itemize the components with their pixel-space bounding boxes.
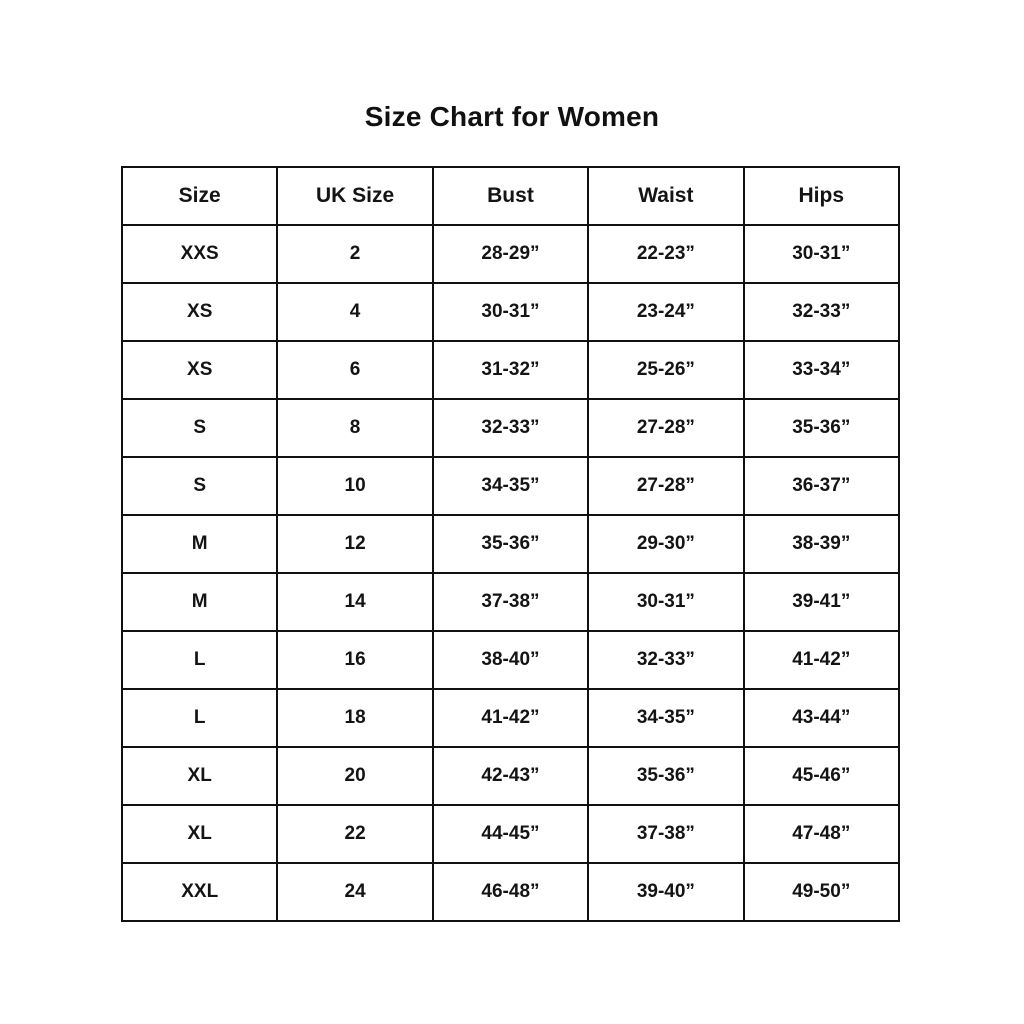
size-chart-table — [121, 166, 900, 922]
table-cell: 31-32” — [433, 341, 588, 399]
table-head — [122, 167, 899, 225]
table-cell: 35-36” — [744, 399, 899, 457]
table-cell: 12 — [277, 515, 432, 573]
table-cell: 43-44” — [744, 689, 899, 747]
table-cell: 36-37” — [744, 457, 899, 515]
table-cell: 23-24” — [588, 283, 743, 341]
table-cell: S — [122, 399, 277, 457]
table-cell: 49-50” — [744, 863, 899, 921]
column-header: Size — [122, 167, 277, 225]
table-cell: L — [122, 689, 277, 747]
table-cell: 32-33” — [588, 631, 743, 689]
table-cell: 35-36” — [588, 747, 743, 805]
table-cell: 41-42” — [744, 631, 899, 689]
table-cell: 37-38” — [433, 573, 588, 631]
column-header: Waist — [588, 167, 743, 225]
column-header: Hips — [744, 167, 899, 225]
table-cell: 8 — [277, 399, 432, 457]
table-cell: XXL — [122, 863, 277, 921]
table-cell: 47-48” — [744, 805, 899, 863]
table-cell: 24 — [277, 863, 432, 921]
table-row — [122, 225, 899, 283]
table-cell: 33-34” — [744, 341, 899, 399]
table-row — [122, 863, 899, 921]
table-row — [122, 341, 899, 399]
table-cell: 22 — [277, 805, 432, 863]
table-cell: 41-42” — [433, 689, 588, 747]
table-cell: 14 — [277, 573, 432, 631]
table-cell: 32-33” — [433, 399, 588, 457]
table-cell: 2 — [277, 225, 432, 283]
table-row — [122, 515, 899, 573]
table-cell: XL — [122, 805, 277, 863]
table-row — [122, 573, 899, 631]
table-cell: 4 — [277, 283, 432, 341]
table-cell: 34-35” — [433, 457, 588, 515]
table-cell: M — [122, 573, 277, 631]
header-row — [122, 167, 899, 225]
table-cell: M — [122, 515, 277, 573]
table-cell: 35-36” — [433, 515, 588, 573]
table-row — [122, 283, 899, 341]
table-body — [122, 225, 899, 921]
page-title: Size Chart for Women — [364, 101, 660, 132]
table-cell: 34-35” — [588, 689, 743, 747]
table-cell: 46-48” — [433, 863, 588, 921]
table-row — [122, 399, 899, 457]
table-cell: 39-40” — [588, 863, 743, 921]
table-cell: 42-43” — [433, 747, 588, 805]
table-cell: 38-39” — [744, 515, 899, 573]
table-row — [122, 631, 899, 689]
table-row — [122, 747, 899, 805]
table-cell: 27-28” — [588, 457, 743, 515]
column-header: UK Size — [277, 167, 432, 225]
table-cell: 20 — [277, 747, 432, 805]
table-cell: 30-31” — [588, 573, 743, 631]
table-cell: XS — [122, 283, 277, 341]
table-cell: 29-30” — [588, 515, 743, 573]
column-header: Bust — [433, 167, 588, 225]
table-row — [122, 805, 899, 863]
table-cell: 44-45” — [433, 805, 588, 863]
table-cell: 10 — [277, 457, 432, 515]
table-cell: 27-28” — [588, 399, 743, 457]
table-cell: XXS — [122, 225, 277, 283]
table-cell: 25-26” — [588, 341, 743, 399]
table-cell: 18 — [277, 689, 432, 747]
table-cell: XS — [122, 341, 277, 399]
table-row — [122, 689, 899, 747]
table-cell: 37-38” — [588, 805, 743, 863]
table-row — [122, 457, 899, 515]
table-cell: XL — [122, 747, 277, 805]
table-cell: 38-40” — [433, 631, 588, 689]
table-cell: S — [122, 457, 277, 515]
table-cell: 45-46” — [744, 747, 899, 805]
table-cell: L — [122, 631, 277, 689]
table-cell: 22-23” — [588, 225, 743, 283]
table-cell: 32-33” — [744, 283, 899, 341]
table-cell: 28-29” — [433, 225, 588, 283]
table-cell: 39-41” — [744, 573, 899, 631]
table-cell: 6 — [277, 341, 432, 399]
table-cell: 16 — [277, 631, 432, 689]
table-cell: 30-31” — [433, 283, 588, 341]
table-cell: 30-31” — [744, 225, 899, 283]
